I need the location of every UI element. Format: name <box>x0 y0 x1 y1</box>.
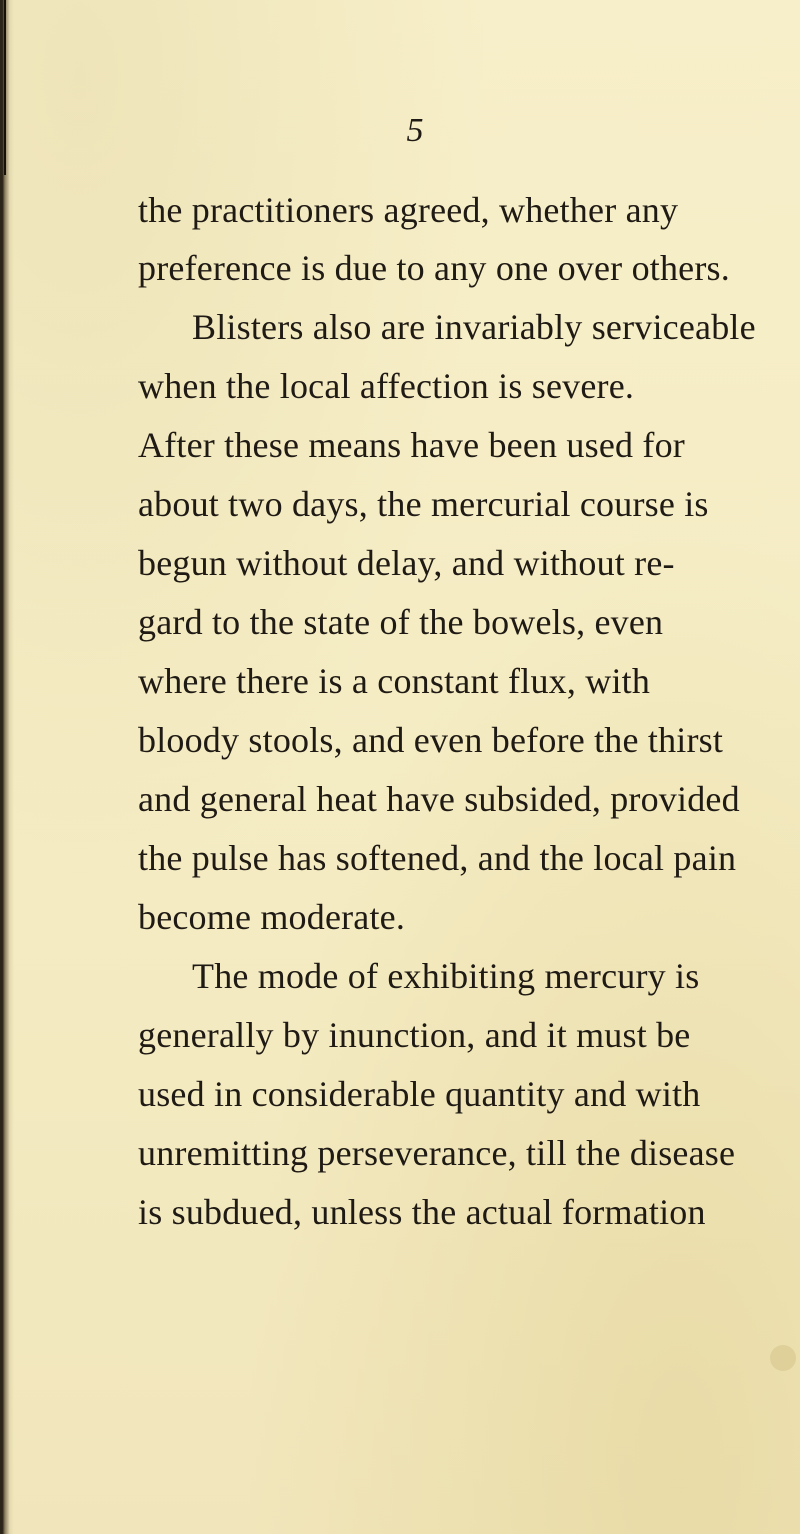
text-line: begun without delay, and without re- <box>138 543 675 583</box>
text-line: the pulse has softened, and the local pain <box>138 838 737 878</box>
text-line: The mode of exhibiting mercury is <box>192 956 700 996</box>
text-line: After these means have been used for <box>138 425 685 465</box>
text-line: when the local affection is severe. <box>138 366 635 406</box>
text-line: become moderate. <box>138 897 406 937</box>
text-line: unremitting perseverance, till the disease <box>138 1133 736 1173</box>
page-binding-edge <box>0 0 14 1534</box>
text-line: preference is due to any one over others. <box>138 248 730 288</box>
text-line: and general heat have subsided, provided <box>138 779 740 819</box>
text-line: about two days, the mercurial course is <box>138 484 709 524</box>
text-line: where there is a constant flux, with <box>138 661 651 701</box>
text-line: bloody stools, and even before the thirst <box>138 720 724 760</box>
text-line: the practitioners agreed, whether any <box>138 190 679 230</box>
paper-stain <box>770 1345 796 1371</box>
text-line: generally by inunction, and it must be <box>138 1015 691 1055</box>
page-number: 5 <box>406 112 424 149</box>
text-line: Blisters also are invariably serviceable <box>192 307 756 347</box>
text-line: is subdued, unless the actual formation <box>138 1192 706 1232</box>
text-line: used in considerable quantity and with <box>138 1074 701 1114</box>
text-line: gard to the state of the bowels, even <box>138 602 664 642</box>
